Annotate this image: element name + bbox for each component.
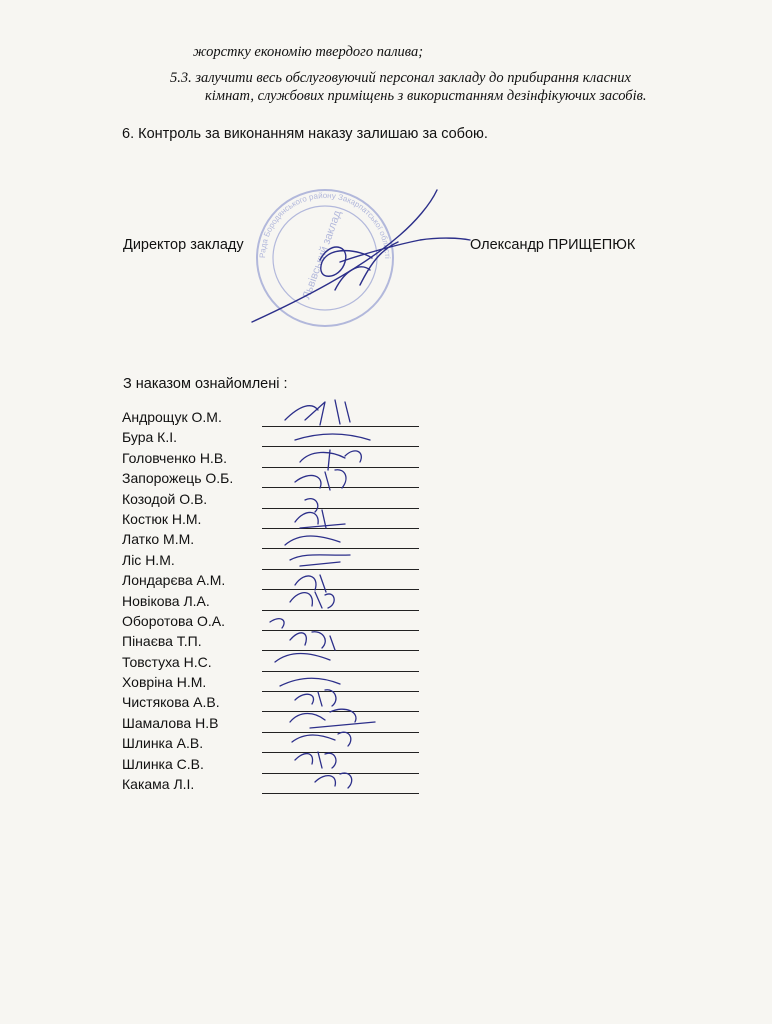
person-name: Товстуха Н.С. <box>122 653 212 670</box>
person-name: Чистякова А.В. <box>122 694 220 711</box>
person-name: Козодой О.В. <box>122 490 208 507</box>
order-item-6: 6. Контроль за виконанням наказу залишаю за собою. <box>122 126 488 142</box>
person-name: Оборотова О.А. <box>122 612 225 629</box>
signature <box>305 499 318 512</box>
signature <box>290 555 350 566</box>
person-name: Ховріна Н.М. <box>122 674 207 691</box>
paragraph-line: 5.3. залучити весь обслуговуючий персонал закладу до прибирання класних <box>170 70 631 86</box>
signature <box>295 575 326 592</box>
person-name: Шамалова Н.В <box>122 714 219 731</box>
signature <box>270 619 284 628</box>
stamp-ring-text: Рада Бородянського району Закарпатської області <box>257 190 393 259</box>
person-name: Какама Л.І. <box>122 776 195 793</box>
signature <box>292 732 351 746</box>
director-title: Директор закладу <box>123 237 244 253</box>
person-name: Ліс Н.М. <box>122 551 175 568</box>
signature <box>295 690 336 706</box>
signature <box>285 536 340 545</box>
person-name: Костюк Н.М. <box>122 510 202 527</box>
person-name: Пінаєва Т.П. <box>122 633 202 650</box>
person-name: Запорожець О.Б. <box>122 470 234 487</box>
signature <box>290 709 375 728</box>
person-name: Шлинка С.В. <box>122 755 204 772</box>
signature <box>290 592 334 608</box>
person-name: Новікова Л.А. <box>122 592 210 609</box>
stamp-center-text: Львівський заклад <box>300 209 344 301</box>
person-name: Шлинка А.В. <box>122 735 204 752</box>
acknowledgment-heading: З наказом ознайомлені : <box>123 376 288 392</box>
person-name: Лондарєва А.М. <box>122 572 226 589</box>
signature <box>295 752 336 768</box>
paragraph-line: жорстку економію твердого палива; <box>193 44 424 60</box>
signature <box>295 510 345 528</box>
signature <box>295 470 346 490</box>
signature <box>280 678 340 686</box>
person-name: Андрощук О.М. <box>122 409 222 425</box>
signature <box>300 450 361 470</box>
signature <box>285 400 350 425</box>
signature <box>290 632 335 650</box>
person-name: Латко М.М. <box>122 531 195 548</box>
signature <box>295 434 370 440</box>
person-name: Бура К.І. <box>122 429 178 446</box>
person-name: Головченко Н.В. <box>122 449 228 466</box>
signature <box>315 773 352 788</box>
director-name: Олександр ПРИЩЕПЮК <box>470 237 636 253</box>
signature <box>275 654 330 663</box>
paragraph-line: кімнат, службових приміщень з використанням дезінфікуючих засобів. <box>205 88 647 104</box>
